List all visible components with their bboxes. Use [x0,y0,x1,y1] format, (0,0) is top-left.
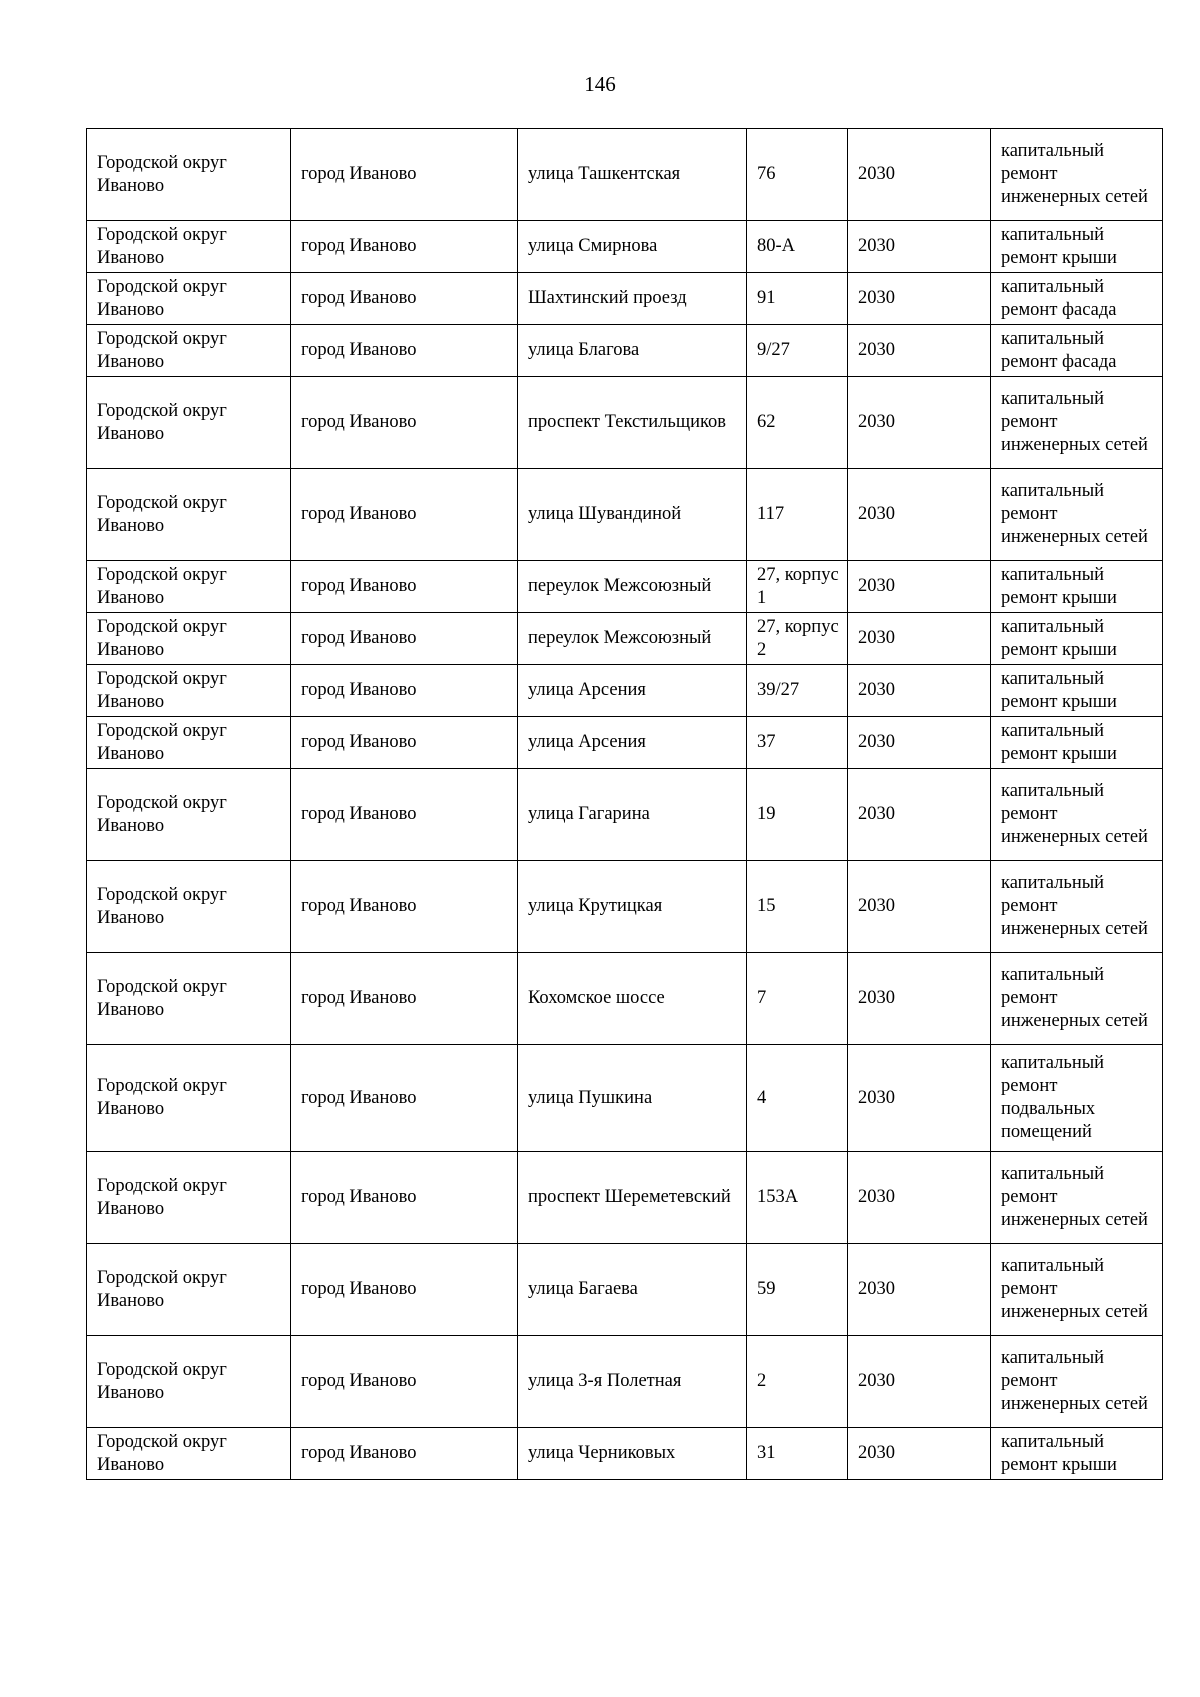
work-type-cell [991,1045,1163,1152]
table-row [87,221,1163,273]
year-cell [848,273,991,325]
house-number-cell [747,665,848,717]
year-cell [848,953,991,1045]
street-cell [518,613,747,665]
city-cell [291,1152,518,1244]
street-text: проспект Текстильщиков [528,412,727,432]
city-cell [291,221,518,273]
house-number-cell [747,129,848,221]
house-number-cell [747,273,848,325]
house-number-text: 15 [757,896,776,916]
city-text: город Иваново [301,988,417,1008]
street-cell [518,325,747,377]
street-cell [518,717,747,769]
work-type-text: капитальный ремонт инженерных сетей [1001,873,1148,939]
work-type-text: капитальный ремонт инженерных сетей [1001,389,1148,455]
work-type-text: капитальный ремонт инженерных сетей [1001,1256,1148,1322]
house-number-cell [747,325,848,377]
work-type-cell [991,561,1163,613]
district-cell [87,1045,291,1152]
street-text: улица Ташкентская [528,164,681,184]
district-text: Городской округ Иваново [97,1076,227,1119]
work-type-cell [991,325,1163,377]
year-text: 2030 [858,804,895,824]
table-row [87,769,1163,861]
year-cell [848,561,991,613]
street-text: Шахтинский проезд [528,288,687,308]
street-text: улица Смирнова [528,236,658,256]
house-number-cell [747,221,848,273]
work-type-text: капитальный ремонт инженерных сетей [1001,481,1148,547]
district-cell [87,717,291,769]
year-cell [848,769,991,861]
year-text: 2030 [858,1371,895,1391]
street-cell [518,1244,747,1336]
district-text: Городской округ Иваново [97,328,227,372]
street-text: переулок Межсоюзный [528,628,712,648]
work-type-cell [991,613,1163,665]
work-type-cell [991,129,1163,221]
district-cell [87,665,291,717]
house-number-text: 37 [757,732,776,752]
street-text: улица Шувандиной [528,504,682,524]
year-cell [848,469,991,561]
district-cell [87,953,291,1045]
house-number-cell [747,613,848,665]
street-cell [518,469,747,561]
year-cell [848,613,991,665]
city-text: город Иваново [301,680,417,700]
house-number-text: 19 [757,804,776,824]
street-cell [518,1152,747,1244]
year-text: 2030 [858,628,895,648]
year-text: 2030 [858,732,895,752]
city-cell [291,129,518,221]
table-row [87,1336,1163,1428]
district-cell [87,325,291,377]
year-cell [848,861,991,953]
year-cell [848,717,991,769]
house-number-text: 62 [757,412,776,432]
year-text: 2030 [858,1087,895,1108]
work-type-text: капитальный ремонт фасада [1001,276,1117,320]
district-text: Городской округ Иваново [97,1431,227,1475]
table-row [87,861,1163,953]
work-type-cell [991,221,1163,273]
district-text: Городской округ Иваново [97,1267,227,1311]
city-text: город Иваново [301,164,417,184]
district-cell [87,861,291,953]
street-text: улица Черниковых [528,1443,676,1463]
street-text: проспект Шереметевский [528,1187,731,1207]
district-text: Городской округ Иваново [97,668,227,712]
table-row [87,665,1163,717]
work-type-cell [991,1336,1163,1428]
house-number-text: 80-А [757,236,796,256]
work-type-text: капитальный ремонт крыши [1001,720,1117,764]
table-row [87,129,1163,221]
table-row [87,561,1163,613]
house-number-cell [747,377,848,469]
street-cell [518,1336,747,1428]
city-cell [291,1336,518,1428]
house-number-cell [747,561,848,613]
district-cell [87,129,291,221]
year-text: 2030 [858,680,895,700]
street-text: улица 3-я Полетная [528,1371,682,1391]
work-type-text: капитальный ремонт инженерных сетей [1001,1348,1148,1414]
district-cell [87,221,291,273]
work-type-cell [991,469,1163,561]
work-type-text: капитальный ремонт фасада [1001,328,1117,372]
city-text: город Иваново [301,896,417,916]
district-cell [87,1244,291,1336]
street-cell [518,665,747,717]
district-cell [87,1428,291,1480]
house-number-cell [747,1244,848,1336]
house-number-text: 7 [757,988,767,1008]
table-row [87,1428,1163,1480]
house-number-text: 91 [757,288,776,308]
house-number-text: 4 [757,1087,767,1108]
work-type-cell [991,273,1163,325]
house-number-text: 31 [757,1443,776,1463]
year-text: 2030 [858,412,895,432]
year-text: 2030 [858,1443,895,1463]
work-type-text: капитальный ремонт инженерных сетей [1001,141,1148,207]
city-cell [291,769,518,861]
work-type-text: капитальный ремонт крыши [1001,564,1117,608]
district-text: Городской округ Иваново [97,1175,227,1219]
work-type-cell [991,861,1163,953]
street-cell [518,377,747,469]
year-cell [848,1336,991,1428]
table-row [87,1244,1163,1336]
table-row [87,325,1163,377]
street-cell [518,221,747,273]
district-cell [87,273,291,325]
city-text: город Иваново [301,732,417,752]
district-text: Городской округ Иваново [97,492,227,536]
work-type-text: капитальный ремонт подвальных помещений [1001,1053,1105,1142]
work-type-text: капитальный ремонт крыши [1001,1431,1117,1475]
city-text: город Иваново [301,1187,417,1207]
city-text: город Иваново [301,1087,417,1108]
street-cell [518,1428,747,1480]
housing-repair-table [86,128,1163,1480]
city-cell [291,469,518,561]
house-number-text: 2 [757,1371,767,1391]
work-type-cell [991,1428,1163,1480]
house-number-cell [747,861,848,953]
city-cell [291,561,518,613]
work-type-cell [991,377,1163,469]
district-cell [87,1152,291,1244]
year-cell [848,221,991,273]
street-cell [518,561,747,613]
house-number-text: 39/27 [757,680,800,700]
table-row [87,469,1163,561]
year-text: 2030 [858,288,895,308]
year-cell [848,325,991,377]
house-number-text: 117 [757,504,785,524]
year-text: 2030 [858,1279,895,1299]
district-text: Городской округ Иваново [97,224,227,268]
district-cell [87,613,291,665]
district-text: Городской округ Иваново [97,400,227,444]
street-text: Кохомское шоссе [528,988,665,1008]
work-type-text: капитальный ремонт крыши [1001,224,1117,268]
district-text: Городской округ Иваново [97,884,227,928]
district-text: Городской округ Иваново [97,152,227,196]
city-cell [291,613,518,665]
district-text: Городской округ Иваново [97,976,227,1020]
house-number-cell [747,1428,848,1480]
house-number-cell [747,717,848,769]
district-text: Городской округ Иваново [97,276,227,320]
district-text: Городской округ Иваново [97,1359,227,1403]
city-cell [291,665,518,717]
table-row [87,717,1163,769]
district-text: Городской округ Иваново [97,720,227,764]
street-text: улица Арсения [528,732,646,752]
work-type-text: капитальный ремонт инженерных сетей [1001,781,1148,847]
year-cell [848,1152,991,1244]
street-cell [518,769,747,861]
work-type-cell [991,1244,1163,1336]
city-text: город Иваново [301,804,417,824]
year-text: 2030 [858,576,895,596]
city-cell [291,325,518,377]
year-cell [848,377,991,469]
city-text: город Иваново [301,576,417,596]
work-type-text: капитальный ремонт инженерных сетей [1001,1164,1148,1230]
city-cell [291,1045,518,1152]
year-text: 2030 [858,896,895,916]
district-text: Городской округ Иваново [97,792,227,836]
street-cell [518,953,747,1045]
table-row [87,1045,1163,1152]
work-type-cell [991,665,1163,717]
work-type-text: капитальный ремонт крыши [1001,616,1117,660]
year-text: 2030 [858,164,895,184]
city-text: город Иваново [301,1279,417,1299]
work-type-text: капитальный ремонт инженерных сетей [1001,965,1148,1031]
street-cell [518,273,747,325]
table-row [87,953,1163,1045]
year-cell [848,1045,991,1152]
city-cell [291,861,518,953]
street-text: улица Арсения [528,680,646,700]
work-type-cell [991,717,1163,769]
year-text: 2030 [858,988,895,1008]
street-cell [518,129,747,221]
house-number-cell [747,469,848,561]
city-cell [291,1428,518,1480]
table-row [87,613,1163,665]
city-cell [291,273,518,325]
street-text: переулок Межсоюзный [528,576,712,596]
street-text: улица Крутицкая [528,896,663,916]
city-text: город Иваново [301,504,417,524]
district-text: Городской округ Иваново [97,616,227,660]
district-cell [87,769,291,861]
table-row [87,377,1163,469]
year-text: 2030 [858,504,895,524]
house-number-cell [747,1045,848,1152]
city-text: город Иваново [301,1443,417,1463]
table-row [87,1152,1163,1244]
street-text: улица Гагарина [528,804,650,824]
year-cell [848,1244,991,1336]
house-number-cell [747,953,848,1045]
city-cell [291,377,518,469]
work-type-text: капитальный ремонт крыши [1001,668,1117,712]
city-cell [291,717,518,769]
work-type-cell [991,1152,1163,1244]
city-text: город Иваново [301,628,417,648]
city-text: город Иваново [301,236,417,256]
year-text: 2030 [858,1187,895,1207]
work-type-cell [991,953,1163,1045]
house-number-text: 27, корпус 1 [757,564,839,608]
year-cell [848,1428,991,1480]
city-cell [291,953,518,1045]
street-cell [518,1045,747,1152]
house-number-cell [747,1336,848,1428]
year-text: 2030 [858,236,895,256]
city-cell [291,1244,518,1336]
year-cell [848,665,991,717]
house-number-text: 153А [757,1187,799,1207]
year-cell [848,129,991,221]
street-text: улица Благова [528,340,640,360]
house-number-text: 27, корпус 2 [757,616,839,660]
table-row [87,273,1163,325]
city-text: город Иваново [301,288,417,308]
district-cell [87,469,291,561]
city-text: город Иваново [301,340,417,360]
year-text: 2030 [858,340,895,360]
street-text: улица Пушкина [528,1087,653,1108]
city-text: город Иваново [301,412,417,432]
street-cell [518,861,747,953]
district-cell [87,377,291,469]
work-type-cell [991,769,1163,861]
district-text: Городской округ Иваново [97,564,227,608]
district-cell [87,1336,291,1428]
house-number-cell [747,1152,848,1244]
house-number-cell [747,769,848,861]
page-number: 146 [584,72,616,96]
city-text: город Иваново [301,1371,417,1391]
street-text: улица Багаева [528,1279,638,1299]
house-number-text: 9/27 [757,340,790,360]
house-number-text: 76 [757,164,776,184]
district-cell [87,561,291,613]
house-number-text: 59 [757,1279,776,1299]
